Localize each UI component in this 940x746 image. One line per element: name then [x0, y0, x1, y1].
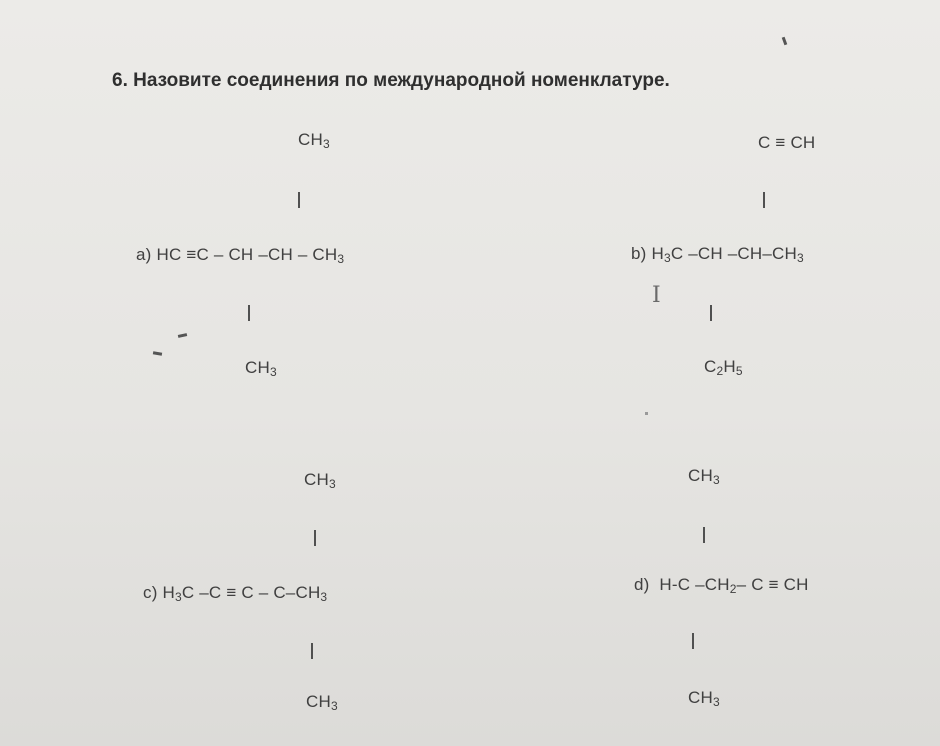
stray-mark — [782, 37, 788, 46]
compound-c-top-bond — [314, 530, 316, 546]
compound-d-top-substituent: $CH_3$ — [688, 466, 720, 487]
compound-c-bottom-substituent: $CH_3$ — [306, 692, 338, 713]
stray-mark — [153, 351, 162, 356]
compound-a-top-bond — [298, 192, 300, 208]
stray-mark — [645, 412, 648, 415]
compound-a-formula: a) HC ≡C – CH $-CH - CH_3$ — [136, 245, 345, 266]
compound-c-formula: c) $H_3C$ $-C \equiv C - C-CH_3$ — [143, 583, 328, 604]
compound-d-formula: d) H-C $-CH_2-$ C ≡ CH — [634, 575, 809, 596]
compound-a-bottom-bond — [248, 305, 250, 321]
compound-c-top-substituent: $CH_3$ — [304, 470, 336, 491]
compound-d-top-bond — [703, 527, 705, 543]
text-cursor-icon: I — [652, 283, 661, 308]
compound-b-top-substituent: C ≡ CH — [758, 133, 816, 152]
stray-mark — [178, 333, 187, 338]
compound-b-bottom-bond — [710, 305, 712, 321]
compound-a-bottom-substituent: $CH_3$ — [245, 358, 277, 379]
compound-d-bottom-bond — [692, 633, 694, 649]
compound-b-bottom-substituent: $C_2H_5$ — [704, 357, 743, 378]
task-title: 6. Назовите соединения по международной номенклатуре. — [112, 70, 670, 91]
compound-b-top-bond — [763, 192, 765, 208]
compound-c-bottom-bond — [311, 643, 313, 659]
compound-a-top-substituent: $CH_3$ — [298, 130, 330, 151]
compound-d-bottom-substituent: $CH_3$ — [688, 688, 720, 709]
compound-b-formula: b) $H_3C$ –CH $-CH-CH_3$ — [631, 244, 804, 265]
